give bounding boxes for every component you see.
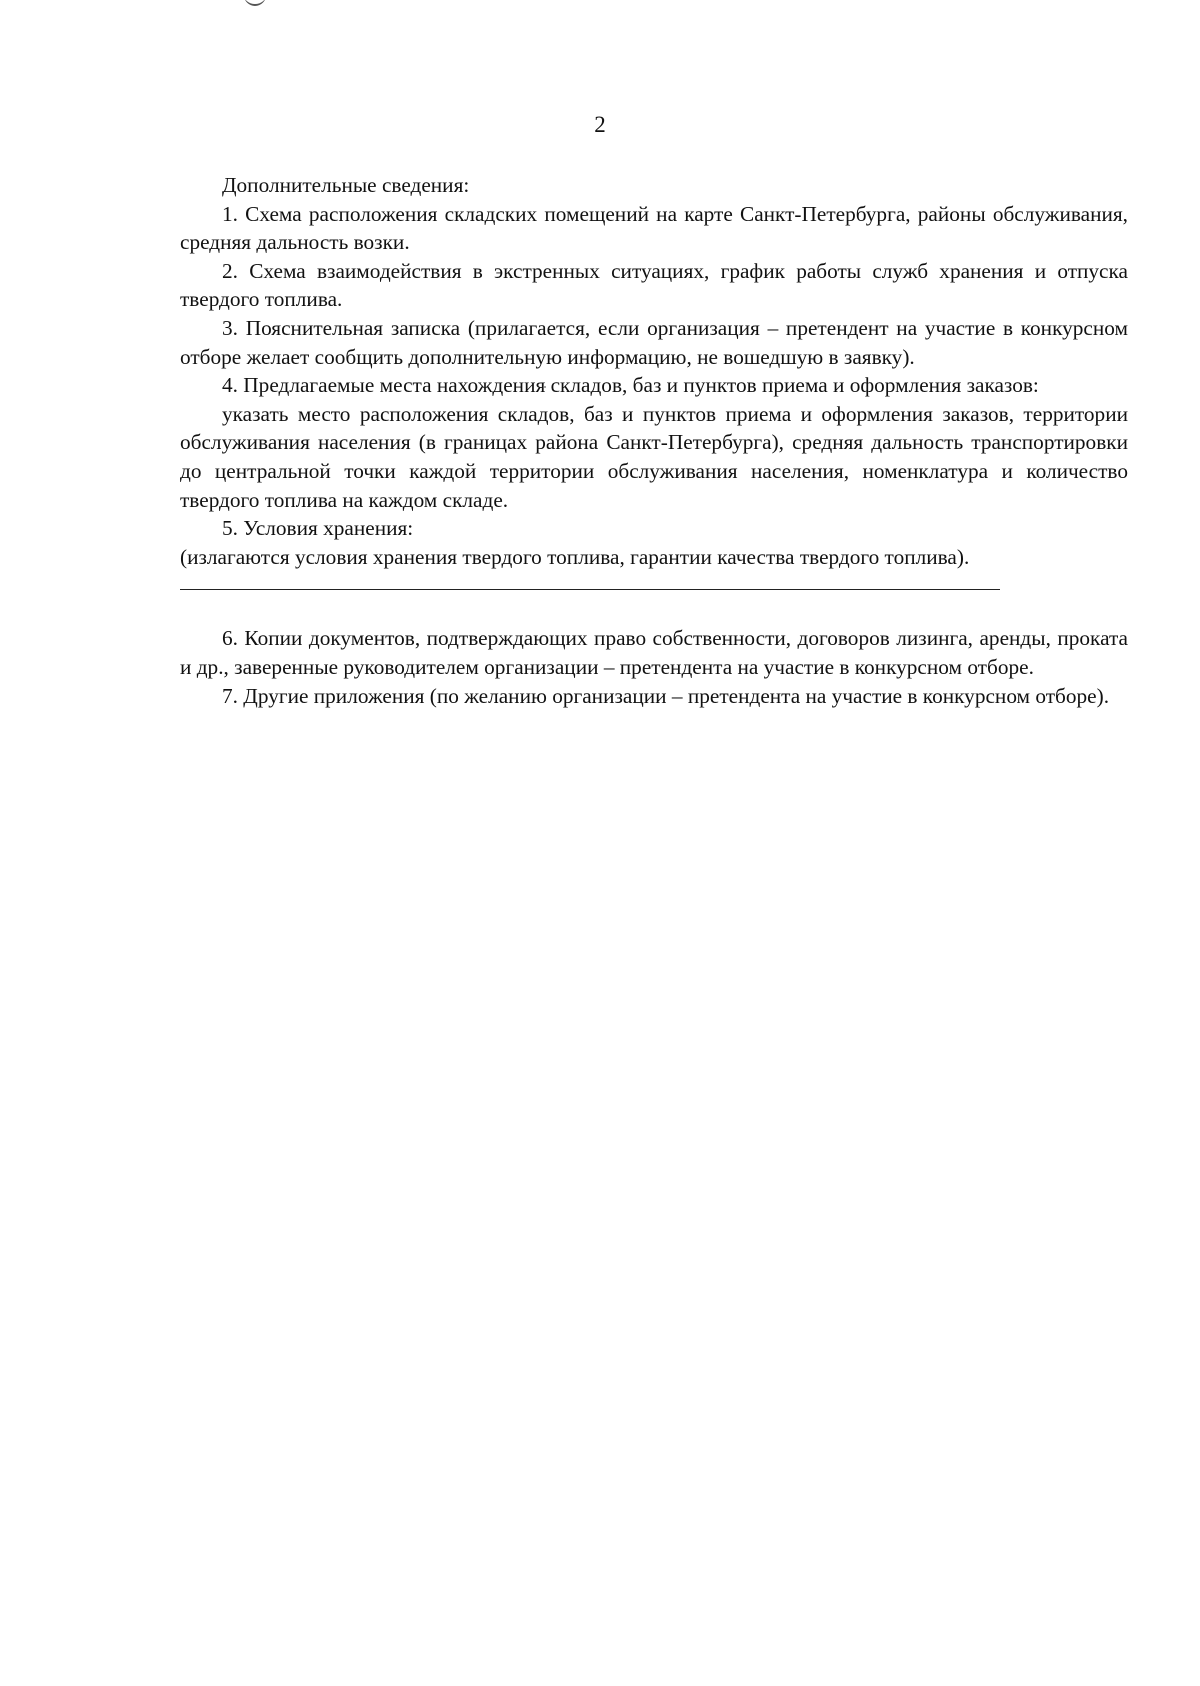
list-item-4-detail: указать место расположения складов, баз и пунктов приема и оформления заказов, территории обслуживания населения (в границах района Санкт-Петербурга), средняя дальность транспортировки до центральной точки каждой территории обслуживания населения, номенклатура и количество твердого топлива на каждом складе. xyxy=(180,401,1128,512)
spacer xyxy=(180,590,1128,624)
list-item-6: 6. Копии документов, подтверждающих право собственности, договоров лизинга, аренды, проката и др., заверенные руководителем организации – претендента на участие в конкурсном отборе. xyxy=(180,626,1128,679)
list-item-5: 5. Условия хранения: xyxy=(222,516,414,541)
list-item-5-detail: (излагаются условия хранения твердого топлива, гарантии качества твердого топлива). xyxy=(180,544,970,569)
document-body xyxy=(180,171,1128,710)
page-number: 2 xyxy=(594,112,606,137)
list-item-3: 3. Пояснительная записка (прилагается, если организация – претендент на участие в конкурсном отборе желает сообщить дополнительную информацию, не вошедшую в заявку). xyxy=(180,315,1128,369)
list-item-7: 7. Другие приложения (по желанию организации – претендента на участие в конкурсном отборе). xyxy=(222,683,1110,708)
list-item-4: 4. Предлагаемые места нахождения складов, баз и пунктов приема и оформления заказов: xyxy=(222,373,1039,398)
section-title: Дополнительные сведения: xyxy=(222,173,470,197)
list-item-1: 1. Схема расположения складских помещений на карте Санкт-Петербурга, районы обслуживания, средняя дальность возки. xyxy=(180,201,1128,255)
scan-corner-mark xyxy=(244,0,266,6)
list-item-2: 2. Схема взаимодействия в экстренных ситуациях, график работы служб хранения и отпуска твердого топлива. xyxy=(180,258,1128,312)
